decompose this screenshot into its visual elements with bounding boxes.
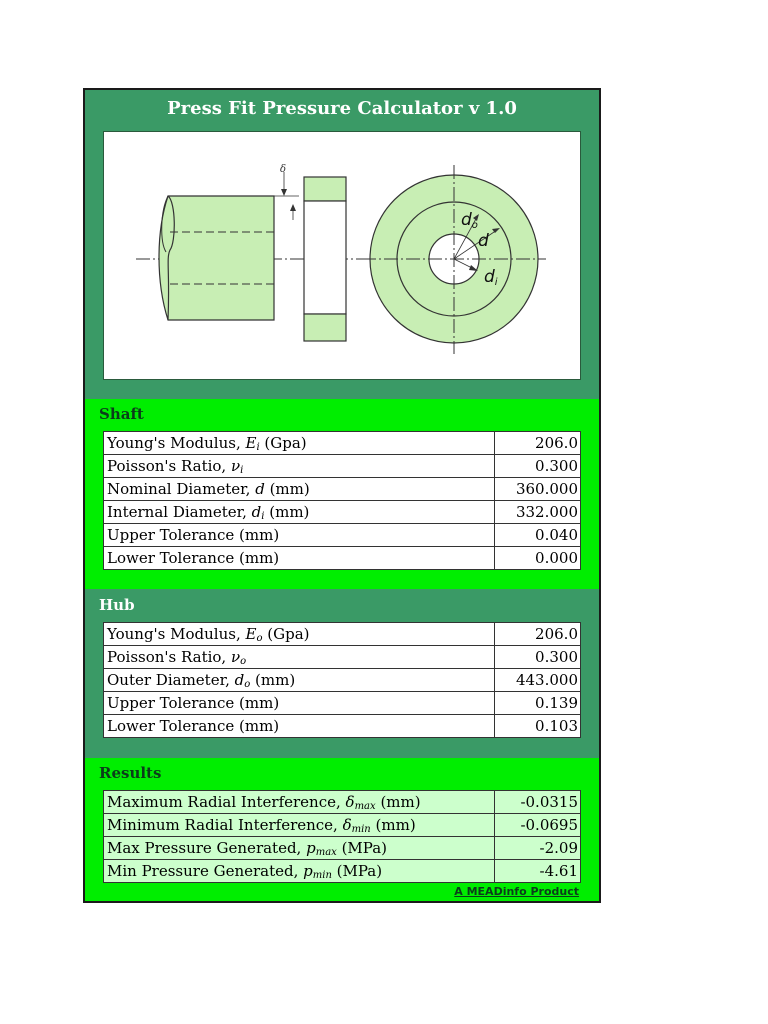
delta-arrowhead-bottom [290, 204, 296, 211]
shaft-row [104, 547, 581, 570]
result-row-value[interactable]: -2.09 [495, 837, 581, 860]
result-row-label [104, 814, 495, 837]
label-unit: (Gpa) [262, 625, 310, 643]
label-unit: (mm) [375, 793, 421, 811]
label-symbol: $E_o$ [245, 625, 263, 644]
calculator-title: Press Fit Pressure Calculator v 1.0 [167, 98, 517, 119]
result-row-value[interactable]: -4.61 [495, 860, 581, 883]
label-symbol: d [255, 480, 265, 498]
label-text: Nominal Diameter, [107, 480, 256, 498]
hub-table [103, 622, 581, 738]
results-section [85, 758, 599, 901]
label-unit: (MPa) [331, 862, 383, 880]
shaft-row-value[interactable]: 0.040 [495, 524, 581, 547]
hub-row-label [104, 692, 495, 715]
label-text: Young's Modulus, [107, 625, 246, 643]
shaft-row-value[interactable]: 360.000 [495, 478, 581, 501]
label-text: Young's Modulus, [107, 434, 246, 452]
label-symbol: $\nu_i$ [230, 457, 244, 476]
result-row-label [104, 837, 495, 860]
hub-row [104, 692, 581, 715]
hub-row-label [104, 646, 495, 669]
hub-row-label [104, 669, 495, 692]
hub-row-value[interactable]: 0.103 [495, 715, 581, 738]
hub-row-label [104, 623, 495, 646]
hub-row [104, 623, 581, 646]
label-text: Lower Tolerance (mm) [107, 717, 280, 735]
label-text: Poisson's Ratio, [107, 648, 231, 666]
hub-row [104, 715, 581, 738]
result-row-label [104, 860, 495, 883]
label-unit: (mm) [250, 671, 296, 689]
results-heading: Results [99, 764, 162, 782]
shaft-row [104, 455, 581, 478]
label-unit: (MPa) [336, 839, 388, 857]
label-unit: (mm) [370, 816, 416, 834]
label-text: Min Pressure Generated, [107, 862, 304, 880]
d-label: d [478, 231, 489, 251]
result-row [104, 860, 581, 883]
label-text: Upper Tolerance (mm) [107, 526, 280, 544]
label-symbol: $p_{max}$ [306, 839, 337, 858]
hub-row [104, 669, 581, 692]
shaft-row-label [104, 432, 495, 455]
hub-row-value[interactable]: 443.000 [495, 669, 581, 692]
label-unit: (mm) [264, 503, 310, 521]
hub-heading: Hub [99, 596, 135, 614]
label-text: Upper Tolerance (mm) [107, 694, 280, 712]
di-label: di [484, 267, 498, 288]
do-label: do [461, 210, 478, 231]
label-symbol: $\nu_o$ [230, 648, 247, 667]
shaft-row [104, 432, 581, 455]
shaft-row-label [104, 478, 495, 501]
delta-label: δ [280, 164, 287, 175]
shaft-row [104, 524, 581, 547]
hub-bottom-section [304, 314, 346, 341]
shaft-row-label [104, 547, 495, 570]
label-text: Poisson's Ratio, [107, 457, 231, 475]
shaft-row-label [104, 455, 495, 478]
hub-row-label [104, 715, 495, 738]
label-symbol: $\delta_{max}$ [345, 793, 376, 812]
hub-top-section [304, 177, 346, 201]
label-symbol: $d_o$ [234, 671, 251, 690]
result-row-value[interactable]: -0.0695 [495, 814, 581, 837]
result-row [104, 837, 581, 860]
shaft-row-value[interactable]: 0.300 [495, 455, 581, 478]
hub-row [104, 646, 581, 669]
hub-row-value[interactable]: 0.300 [495, 646, 581, 669]
shaft-body [159, 196, 274, 320]
label-unit: (mm) [264, 480, 310, 498]
shaft-row-value[interactable]: 332.000 [495, 501, 581, 524]
label-text: Lower Tolerance (mm) [107, 549, 280, 567]
result-row [104, 791, 581, 814]
shaft-row-value[interactable]: 206.0 [495, 432, 581, 455]
label-symbol: $d_i$ [251, 503, 265, 522]
delta-arrowhead-top [281, 189, 287, 196]
label-text: Outer Diameter, [107, 671, 235, 689]
shaft-table [103, 431, 581, 570]
label-unit: (Gpa) [259, 434, 307, 452]
hub-row-value[interactable]: 206.0 [495, 623, 581, 646]
label-text: Maximum Radial Interference, [107, 793, 346, 811]
press-fit-diagram [103, 131, 581, 380]
label-symbol: $\delta_{min}$ [342, 816, 371, 835]
shaft-row-label [104, 524, 495, 547]
result-row [104, 814, 581, 837]
press-fit-calculator [83, 88, 601, 903]
result-row-value[interactable]: -0.0315 [495, 791, 581, 814]
label-symbol: $p_{min}$ [303, 862, 332, 881]
result-row-label [104, 791, 495, 814]
press-fit-diagram-svg [104, 132, 580, 379]
hub-row-value[interactable]: 0.139 [495, 692, 581, 715]
label-text: Internal Diameter, [107, 503, 252, 521]
shaft-row-label [104, 501, 495, 524]
hub-bore [304, 201, 346, 314]
shaft-heading: Shaft [99, 405, 144, 423]
results-table [103, 790, 581, 883]
shaft-row [104, 478, 581, 501]
hub-section [85, 590, 599, 757]
credit-link[interactable]: A MEADinfo Product [454, 885, 579, 898]
shaft-section [85, 399, 599, 589]
label-text: Max Pressure Generated, [107, 839, 307, 857]
shaft-row [104, 501, 581, 524]
shaft-row-value[interactable]: 0.000 [495, 547, 581, 570]
label-symbol: $E_i$ [245, 434, 260, 453]
label-text: Minimum Radial Interference, [107, 816, 343, 834]
